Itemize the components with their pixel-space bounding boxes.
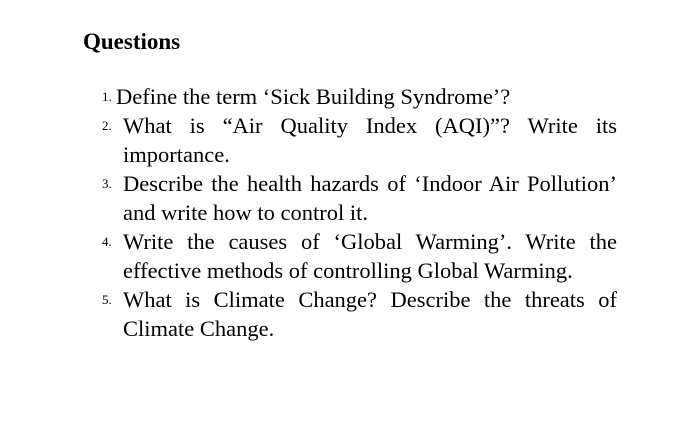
- question-number: 4.: [102, 234, 112, 249]
- question-text: Write the causes of ‘Global Warming’. Write the effective methods of controlling Global Warming.: [123, 229, 617, 283]
- page-title: Questions: [83, 29, 181, 54]
- question-item: [0, 111, 700, 169]
- question-text: What is Climate Change? Describe the threats of Climate Change.: [123, 287, 617, 341]
- question-number: 1.: [102, 89, 112, 104]
- question-number: 5.: [102, 292, 112, 307]
- question-text: Describe the health hazards of ‘Indoor Air Pollution’ and write how to control it.: [123, 171, 617, 225]
- question-number: 2.: [102, 118, 112, 133]
- question-item: [0, 169, 700, 227]
- question-text: What is “Air Quality Index (AQI)”? Write its importance.: [123, 113, 617, 167]
- question-item: [0, 82, 700, 111]
- question-text: Define the term ‘Sick Building Syndrome’?: [116, 84, 511, 109]
- question-number: 3.: [102, 176, 112, 191]
- question-list: [0, 82, 700, 343]
- question-item: [0, 227, 700, 285]
- question-item: [0, 285, 700, 343]
